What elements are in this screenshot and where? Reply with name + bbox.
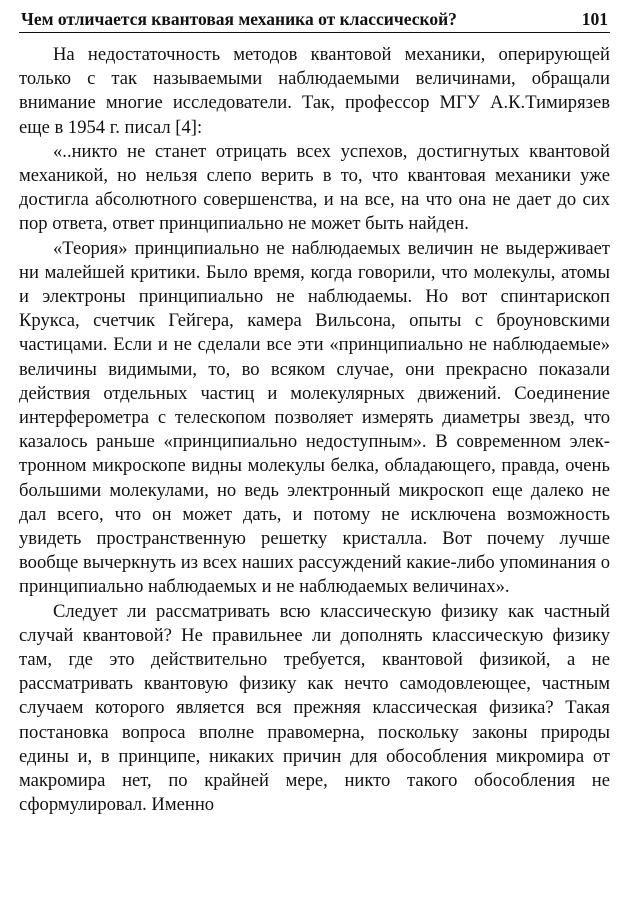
paragraph: Следует ли рассматривать всю классическую физику как частный случай квантовой? Не правильнее ли дополнять классическую физику там, где это действительно требуется, квантовой физикой, а не рассматривать квантовую физику как нечто самодовлеющее, частным случаем которого является вся прежняя классическая физика? Такая постановка вопроса вполне правомерна, поскольку законы природы едины и, в принципе, никаких причин для обособления микромира от макромира нет, по крайней мере, никто такого обособления не сформулировал. Именно: [19, 600, 610, 816]
running-header: [19, 8, 610, 33]
book-page: [19, 8, 610, 818]
chapter-title: Чем отличается квантовая механика от классической?: [21, 9, 457, 29]
paragraph: «Теория» принципиально не наблюдаемых величин не выдерживает ни малейшей критики. Было время, когда говорили, что молекулы, атомы и электроны принципиально не наблюдаемы. Но вот спинтарископ Крукса, счетчик Гейгера, камера Вильсона, опыты с броуновскими частицами. Если и не сделали все эти «принципиально не наблюдаемые» величины видимыми, то, во всяком случае, они прекрасно показали действия отдельных частиц и молекулярных движений. Соединение интерферометра с телескопом позволяет измерять диаметры звезд, что казалось раньше «принципиально недоступным». В современном электронном микроскопе видны молекулы белка, обладающего, правда, очень большими молекулами, но ведь электронный микроскоп еще далеко не дал всего, что он может дать, и потому не исключена возможность увидеть пространственную решетку кристалла. Вот почему лучше вообще вычеркнуть из всех наших рассуждений какие-либо упоминания о принципиально наблюдаемых и не наблюдаемых величинах».: [19, 237, 610, 598]
paragraph: На недостаточность методов квантовой механики, оперирующей только с так называемыми наблюдаемыми величинами, обращали внимание многие исследователи. Так, профессор МГУ А.К.Тимирязев еще в 1954 г. писал [4]:: [19, 44, 610, 138]
page-number: 101: [581, 9, 608, 29]
paragraph: «..никто не станет отрицать всех успехов, достигнутых квантовой механикой, но нельзя слепо верить в то, что квантовая механики уже достигла абсолютного совершенства, и на все, на что она не дает до сих пор ответа, ответ принципиально не может быть найден.: [19, 140, 610, 235]
body-text: [19, 43, 610, 818]
